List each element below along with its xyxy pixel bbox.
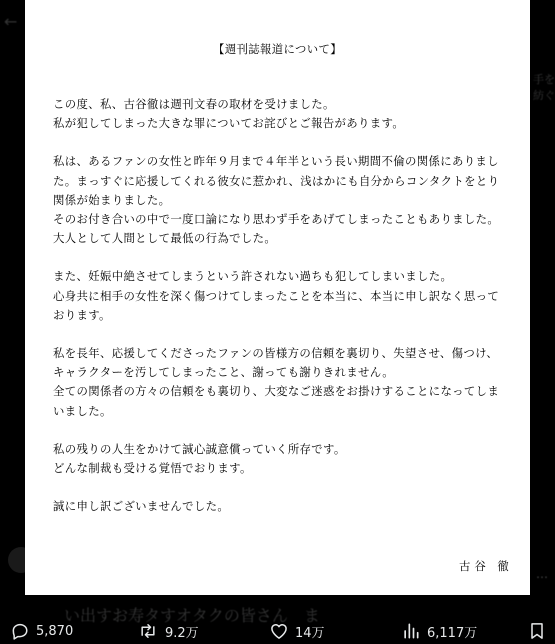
document-line: この度、私、古谷徹は週刊文春の取材を受けました。 (53, 97, 335, 111)
document-line: 誠に申し訳ございませんでした。 (53, 499, 230, 514)
document-paragraph (53, 497, 509, 516)
bookmark-button[interactable] (527, 621, 553, 641)
document-paragraph (53, 267, 509, 325)
retweet-icon (137, 621, 159, 641)
document-line: そのお付き合いの中で一度口論になり思わず手をあげてしまったこともありました。 (53, 212, 500, 227)
document-line: どんな制裁も受ける覚悟でおります。 (53, 461, 252, 476)
document-line: 私は、あるファンの女性と昨年９月まで４年半という長い期間不倫の関係にありました。まっすぐに応援してくれる彼女に惹かれ、浅はかにも自分からコンタクトをとり関係が始まりました。 (53, 154, 500, 207)
document-line: 私の残りの人生をかけて誠心誠意償っていく所存です。 (53, 441, 346, 456)
back-arrow-icon[interactable]: ← (4, 12, 18, 31)
document-line: また、妊娠中絶させてしまうという許されない過ちも犯してしまいました。 (53, 269, 453, 284)
reply-button[interactable] (10, 621, 73, 641)
views-icon (401, 621, 421, 641)
view-count: 6,117万 (427, 625, 478, 641)
document-line: 全ての関係者の方々の信頼をも裏切り、大変なご迷惑をお掛けすることになってしまいました。 (53, 384, 500, 418)
like-button[interactable] (269, 621, 325, 641)
retweet-count: 9.2万 (165, 625, 199, 641)
document-line: 心身共に相手の女性を深く傷つけてしまったことを本当に、本当に申し訳なく思っております。 (53, 288, 500, 322)
statement-document-image (25, 0, 530, 595)
retweet-button[interactable] (137, 621, 199, 641)
document-line: 私を長年、応援してくださったファンの皆様方の信頼を裏切り、失望させ、傷つけ、キャラクターを汚してしまったこと、謝っても謝りきれません。 (53, 346, 499, 380)
document-paragraph (53, 440, 509, 478)
document-signature: 古谷 徹 (459, 559, 513, 573)
reply-count: 5,870 (36, 623, 74, 639)
background-tweet-text: 手を紡ぐ (533, 73, 555, 102)
views-button[interactable] (401, 621, 477, 641)
background-reply-text: い出すお寿タすオタクの皆さん ま (64, 606, 320, 625)
reply-icon (10, 621, 30, 641)
document-body (53, 95, 509, 535)
like-count: 14万 (295, 625, 325, 641)
document-line: 私が犯してしまった大きな罪についてお詫びとご報告があります。 (53, 116, 405, 131)
more-icon: ⋯ (536, 570, 548, 584)
document-paragraph (53, 152, 509, 248)
bookmark-icon (527, 621, 547, 641)
document-paragraph (53, 344, 509, 421)
tweet-action-bar (0, 612, 555, 644)
document-paragraph (53, 95, 509, 133)
document-line: 大人として人間として最低の行為でした。 (53, 231, 277, 246)
document-title: 【週刊誌報道について】 (213, 42, 342, 56)
heart-icon (269, 621, 289, 641)
